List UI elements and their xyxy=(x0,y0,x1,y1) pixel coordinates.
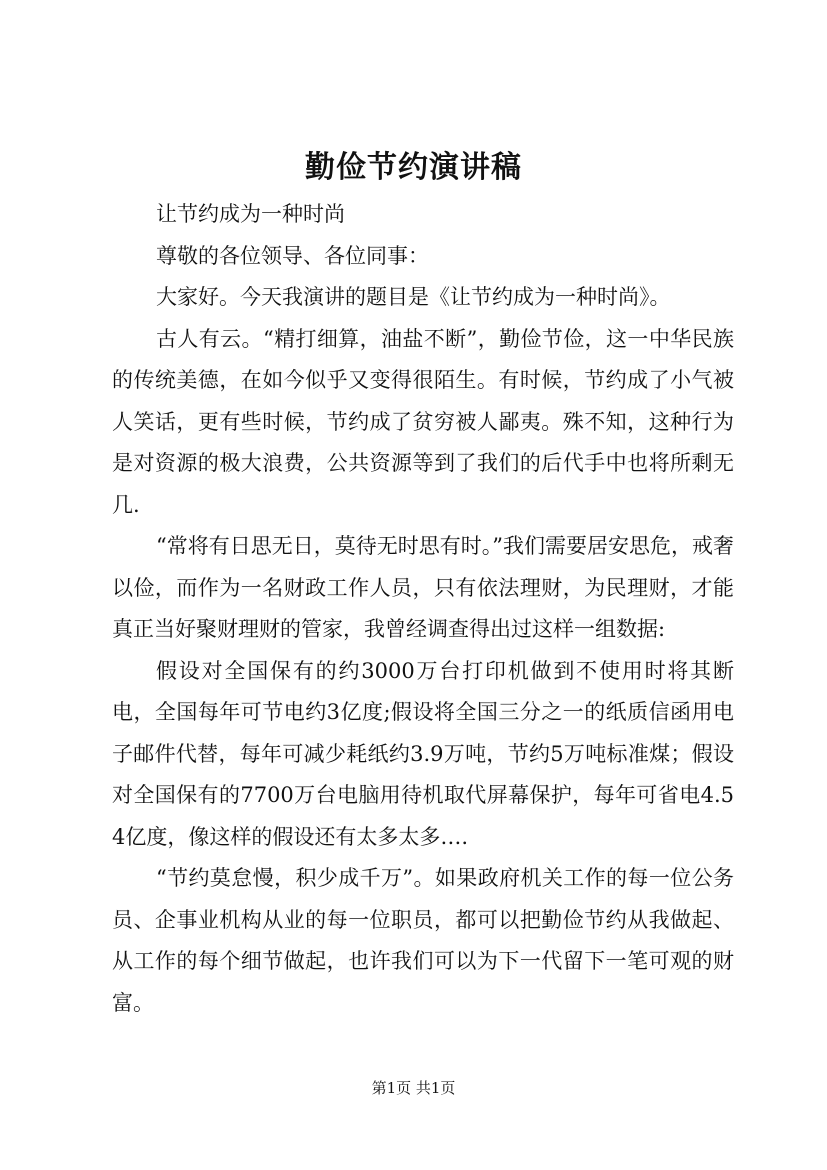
page-number-footer: 第1页 共1页 xyxy=(371,1079,456,1097)
paragraph-salutation: 尊敬的各位领导、各位同事： xyxy=(156,243,429,268)
paragraph-body-3: 假设对全国保有的约3000万台打印机做到不使用时将其断电，全国每年可节电约3亿度;假设将全国三分之一的纸质信函用电子邮件代替，每年可减少耗纸约3.9万吨，节约5万吨标准煤；假设对全国保有的7700万台电脑用待机取代屏幕保护，每年可省电4.54亿度，像这样的假设还有太多太多…. xyxy=(112,658,734,849)
paragraph-subtitle: 让节约成为一种时尚 xyxy=(156,202,345,226)
paragraph-body-4: “节约莫怠慢，积少成千万”。如果政府机关工作的每一位公务员、企事业机构从业的每一位职员，都可以把勤俭节约从我做起、从工作的每个细节做起，也许我们可以为下一代留下一笔可观的财富。 xyxy=(112,866,734,1015)
document-body xyxy=(112,194,734,1024)
paragraph-body-2: “常将有日思无日，莫待无时思有时。”我们需要居安思危，戒奢以俭，而作为一名财政工作人员，只有依法理财，为民理财，才能真正当好聚财理财的管家，我曾经调查得出过这样一组数据: xyxy=(112,534,734,641)
paragraph-body-1: 古人有云。“精打细算，油盐不断”，勤俭节俭，这一中华民族的传统美德，在如今似乎又变得很陌生。有时候，节约成了小气被人笑话，更有些时候，节约成了贫穷被人鄙夷。殊不知，这种行为是对资源的极大浪费，公共资源等到了我们的后代手中也将所剩无几. xyxy=(112,326,734,517)
document-title: 勤俭节约演讲稿 xyxy=(305,150,522,185)
paragraph-greeting: 大家好。今天我演讲的题目是《让节约成为一种时尚》。 xyxy=(156,285,671,309)
